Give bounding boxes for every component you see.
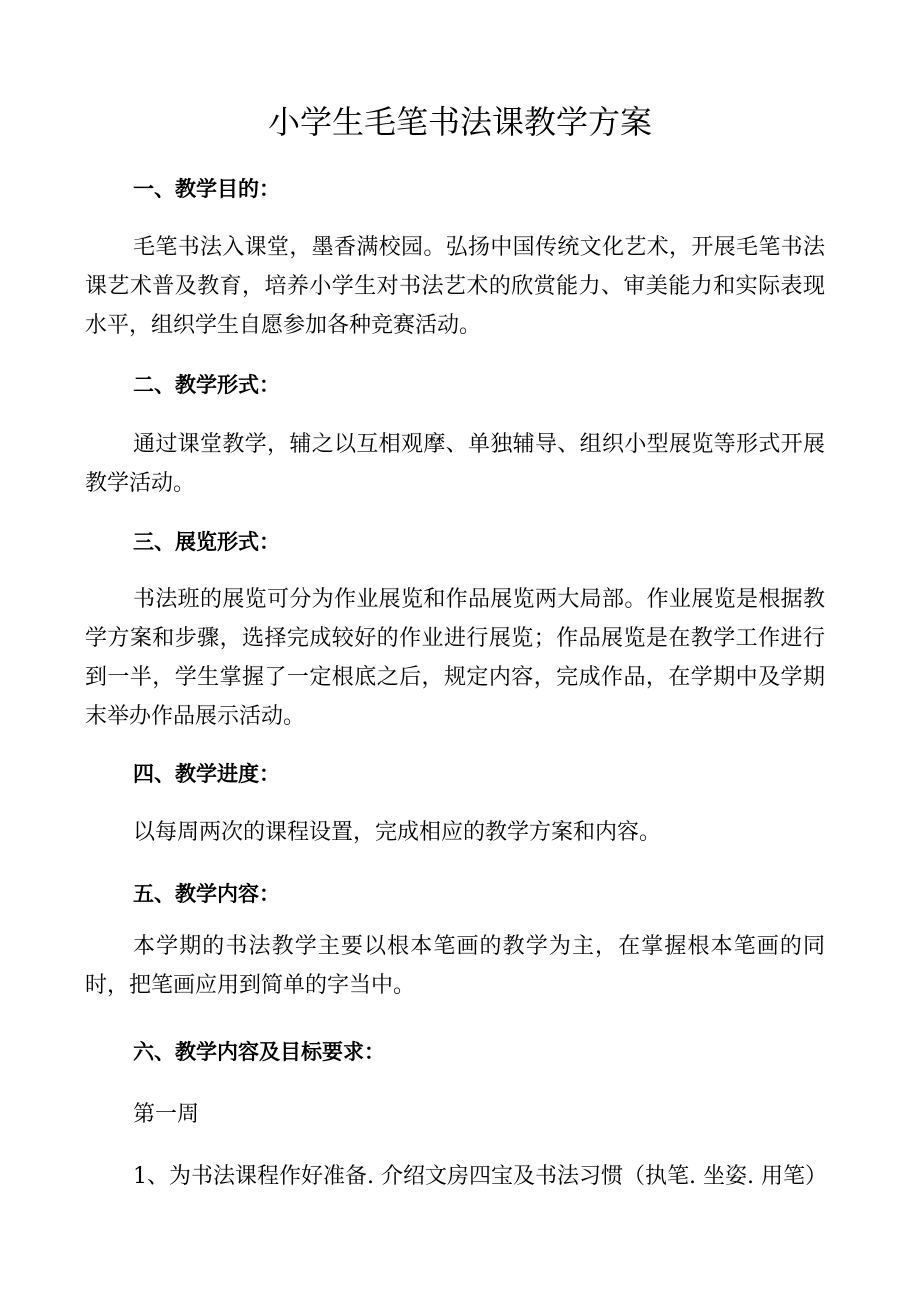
- section-heading-form: 二、教学形式：: [133, 373, 280, 397]
- section-body-content: 本学期的书法教学主要以根本笔画的教学为主，在掌握根本笔画的同时，把笔画应用到简单的字当中。: [85, 934, 825, 998]
- document-title: 小学生毛笔书法课教学方案: [267, 103, 652, 141]
- section-heading-progress: 四、教学进度：: [133, 762, 280, 786]
- section-heading-content: 五、教学内容：: [133, 882, 280, 906]
- section-body-purpose: 毛笔书法入课堂，墨香满校园。弘扬中国传统文化艺术，开展毛笔书法课艺术普及教育，培养小学生对书法艺术的欣赏能力、审美能力和实际表现水平，组织学生自愿参加各种竞赛活动。: [85, 235, 825, 338]
- week-label: 第一周: [133, 1102, 200, 1127]
- section-heading-purpose: 一、教学目的：: [133, 177, 280, 201]
- section-heading-goals: 六、教学内容及目标要求：: [133, 1040, 385, 1064]
- section-heading-exhibition: 三、展览形式：: [133, 530, 280, 554]
- section-body-form: 通过课堂教学，辅之以互相观摩、单独辅导、组织小型展览等形式开展教学活动。: [85, 432, 825, 496]
- section-body-progress: 以每周两次的课程设置，完成相应的教学方案和内容。: [133, 820, 662, 845]
- week-item-1: 1、为书法课程作好准备. 介绍文房四宝及书法习惯（执笔. 坐姿. 用笔）: [133, 1164, 827, 1189]
- section-body-exhibition: 书法班的展览可分为作业展览和作品展览两大局部。作业展览是根据教学方案和步骤，选择完成较好的作业进行展览；作品展览是在教学工作进行到一半，学生掌握了一定根底之后，规定内容，完成作品，在学期中及学期末举办作品展示活动。: [85, 587, 825, 729]
